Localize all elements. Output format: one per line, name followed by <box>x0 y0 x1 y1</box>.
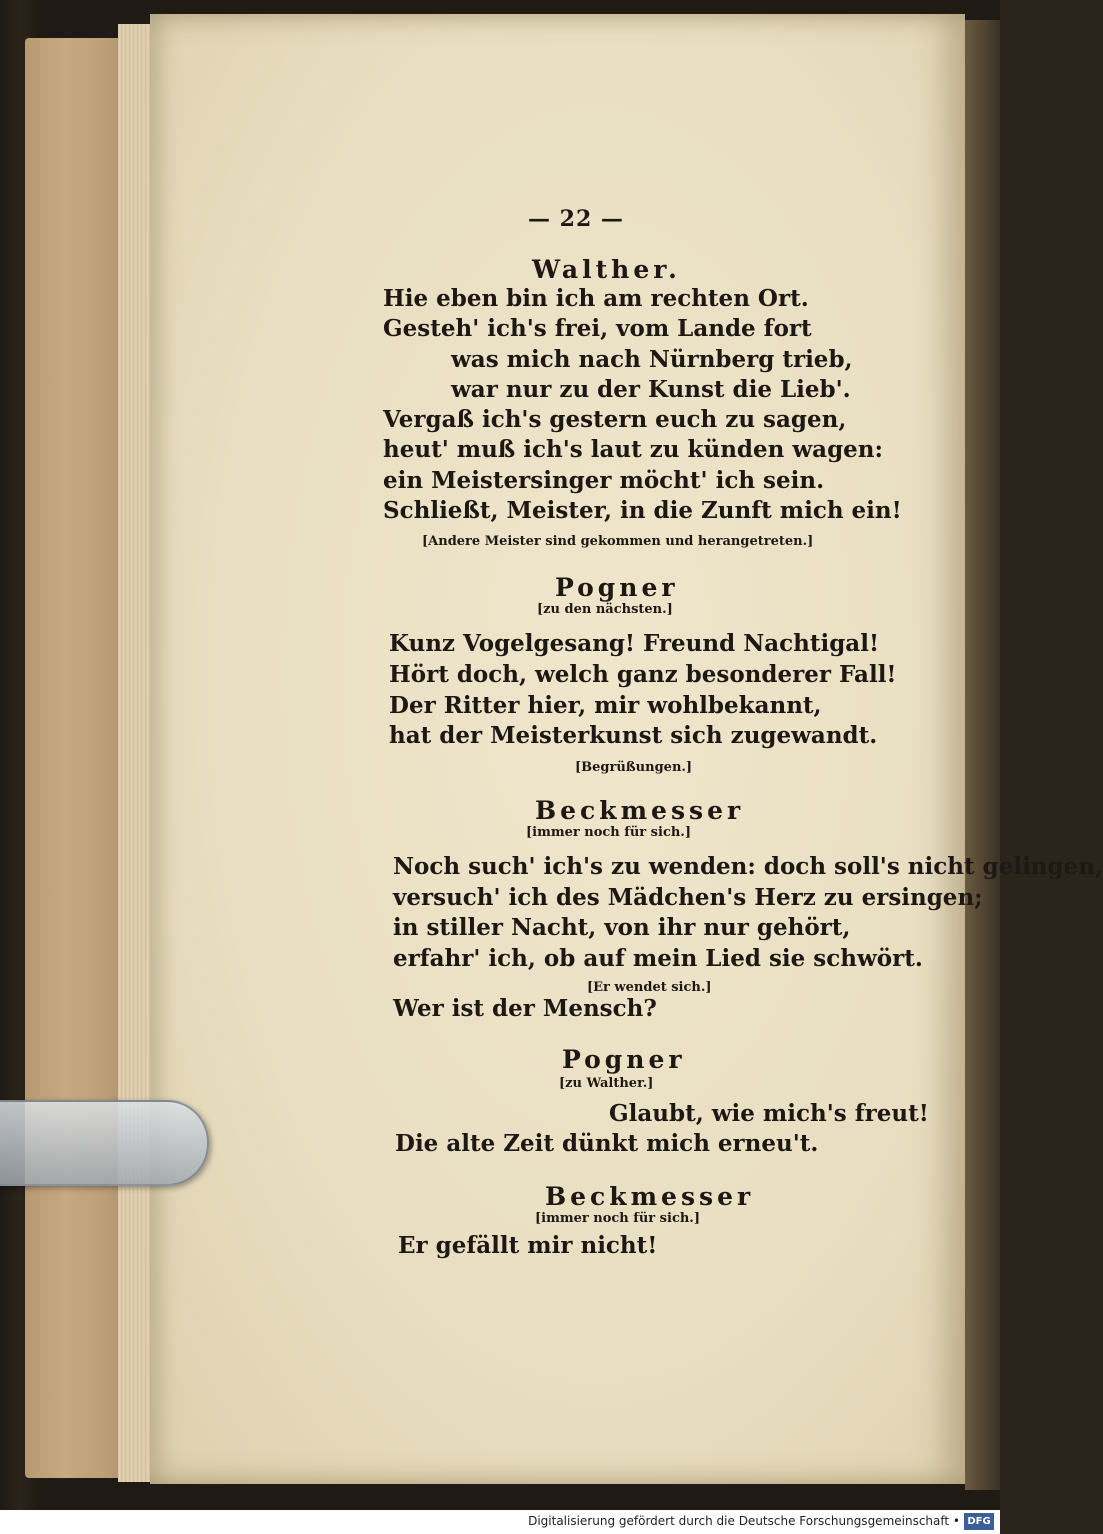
speaker-pogner: Pogner <box>555 573 679 602</box>
verse-line: versuch' ich des Mädchen's Herz zu ersingen; <box>393 884 983 911</box>
verse-line: heut' muß ich's laut zu künden wagen: <box>383 436 883 463</box>
verse-line: hat der Meisterkunst sich zugewandt. <box>389 722 878 749</box>
footer-bar <box>0 1510 1000 1534</box>
verse-line: Die alte Zeit dünkt mich erneu't. <box>395 1130 819 1157</box>
speaker-beckmesser: Beckmesser <box>545 1182 755 1211</box>
stage-direction: [Begrüßungen.] <box>575 760 693 775</box>
page-number: — 22 — <box>528 206 624 232</box>
verse-line: erfahr' ich, ob auf mein Lied sie schwört. <box>393 945 923 972</box>
stage-direction: [immer noch für sich.] <box>526 825 691 840</box>
stage-direction: [Andere Meister sind gekommen und herangetreten.] <box>422 534 814 549</box>
verse-line: Wer ist der Mensch? <box>393 995 657 1022</box>
verse-line: was mich nach Nürnberg trieb, <box>451 346 853 373</box>
verse-line: Hört doch, welch ganz besonderer Fall! <box>389 661 897 688</box>
footer-credit: Digitalisierung gefördert durch die Deutsche Forschungsgemeinschaft • <box>528 1514 960 1528</box>
book-page <box>150 14 965 1484</box>
verse-line: Gesteh' ich's frei, vom Lande fort <box>383 315 812 342</box>
stage-direction: [zu den nächsten.] <box>537 602 673 617</box>
verse-line: Vergaß ich's gestern euch zu sagen, <box>383 406 847 433</box>
verse-line: Der Ritter hier, mir wohlbekannt, <box>389 692 822 719</box>
stage-direction: [immer noch für sich.] <box>535 1211 700 1226</box>
verse-line: Glaubt, wie mich's freut! <box>609 1100 929 1127</box>
dfg-logo-icon: DFG <box>964 1513 994 1530</box>
verse-line: war nur zu der Kunst die Lieb'. <box>451 376 851 403</box>
verse-line: Hie eben bin ich am rechten Ort. <box>383 285 809 312</box>
page-holder-ruler <box>0 1100 209 1186</box>
speaker-beckmesser: Beckmesser <box>535 796 745 825</box>
verse-line: Schließt, Meister, in die Zunft mich ein! <box>383 497 902 524</box>
speaker-walther: Walther. <box>532 255 681 284</box>
verse-line: Er gefällt mir nicht! <box>398 1232 658 1259</box>
stage-direction: [Er wendet sich.] <box>587 980 712 995</box>
verse-line: Noch such' ich's zu wenden: doch soll's nicht gelingen, <box>393 853 1103 880</box>
stage-direction: [zu Walther.] <box>559 1076 654 1091</box>
facing-page-edge <box>965 20 1000 1490</box>
verse-line: ein Meistersinger möcht' ich sein. <box>383 467 825 494</box>
verse-line: Kunz Vogelgesang! Freund Nachtigal! <box>389 630 880 657</box>
speaker-pogner: Pogner <box>562 1045 686 1074</box>
verse-line: in stiller Nacht, von ihr nur gehört, <box>393 914 851 941</box>
